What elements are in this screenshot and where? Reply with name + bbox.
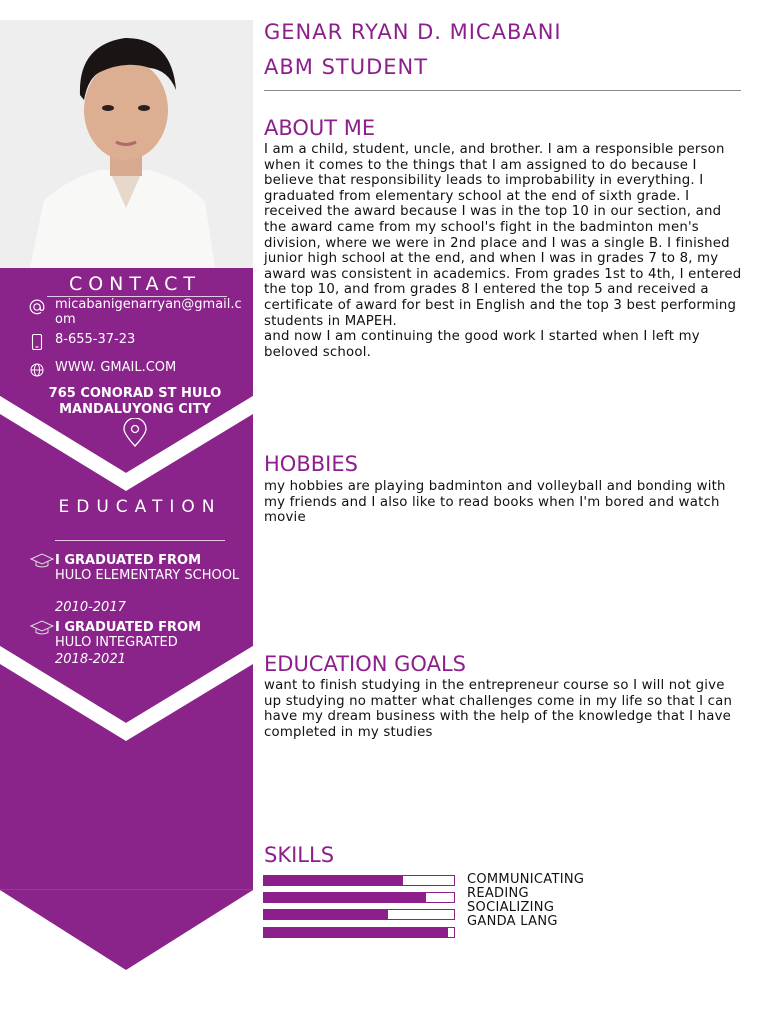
contact-heading: CONTACT xyxy=(68,273,202,295)
globe-icon xyxy=(28,361,46,379)
goals-text: want to finish studying in the entrepreneur course so I will not give up studying no matter what challenges come in my life so that I can have my dream business with the help of the knowledge that I have completed in my studies xyxy=(264,678,733,740)
education-years: 2018-2021 xyxy=(55,652,126,667)
email-text[interactable]: micabanigenarryan@gmail.com xyxy=(55,297,242,327)
skill-fill xyxy=(264,910,388,919)
skill-bar xyxy=(263,892,455,903)
graduation-cap-icon xyxy=(30,553,54,569)
address xyxy=(0,386,270,418)
education-school: HULO ELEMENTARY SCHOOL xyxy=(55,568,240,583)
skill-bar xyxy=(263,875,455,886)
education-head: I GRADUATED FROM xyxy=(55,620,202,635)
contact-email xyxy=(28,297,258,329)
education-years: 2010-2017 xyxy=(55,600,126,615)
contact-website xyxy=(28,360,258,378)
address-line-2: MANDALUYONG CITY xyxy=(59,402,211,417)
skill-label: SOCIALIZING xyxy=(467,900,555,915)
skill-bar xyxy=(263,909,455,920)
education-divider xyxy=(55,540,225,541)
education-school: HULO INTEGRATED xyxy=(55,635,178,650)
graduation-cap-icon xyxy=(30,620,54,636)
skill-label: GANDA LANG xyxy=(467,914,558,929)
skill-fill xyxy=(264,876,403,885)
hobbies-text: my hobbies are playing badminton and volleyball and bonding with my friends and I also like to read books when I'm bored and watch movie xyxy=(264,479,726,526)
education-heading: EDUCATION xyxy=(58,497,222,517)
job-role: ABM STUDENT xyxy=(264,55,429,79)
location-pin-icon xyxy=(121,418,149,448)
header-divider xyxy=(264,90,741,91)
skill-fill xyxy=(264,928,448,937)
website-text[interactable]: WWW. GMAIL.COM xyxy=(55,360,177,375)
about-heading: ABOUT ME xyxy=(264,116,376,140)
phone-text: 8-655-37-23 xyxy=(55,332,136,347)
skill-bar xyxy=(263,927,455,938)
about-paragraph: I am a child, student, uncle, and brother. I am a responsible person when it comes to the things that I am assigned to do because I believe that responsibility leads to improbability in everything. I graduated from elementary school at the end of sixth grade. I received the award because I was in the top 10 in our section, and the award came from my school's fight in the badminton men's division, where we were in 2nd place and I was a single B. I finished junior high school at the end, and when I was in grades 7 to 8, my award was consistent in academics. From grades 1st to 4th, I entered the top 10, and from grades 8 I entered the top 5 and received a certificate of award for best in English and the top 3 best performing students in MAPEH. xyxy=(264,142,742,329)
skills-heading: SKILLS xyxy=(264,843,335,867)
skill-fill xyxy=(264,893,426,902)
hobbies-heading: HOBBIES xyxy=(264,452,358,476)
education-item-1 xyxy=(30,553,245,617)
full-name: GENAR RYAN D. MICABANI xyxy=(264,20,562,44)
phone-icon xyxy=(28,333,46,351)
address-line-1: 765 CONORAD ST HULO xyxy=(48,386,222,401)
at-icon xyxy=(28,298,46,316)
goals-heading: EDUCATION GOALS xyxy=(264,652,466,676)
about-paragraph-2: and now I am continuing the good work I started when I left my beloved school. xyxy=(264,329,700,360)
contact-phone xyxy=(28,332,258,350)
education-head: I GRADUATED FROM xyxy=(55,553,202,568)
skill-label: READING xyxy=(467,886,529,901)
skill-label: COMMUNICATING xyxy=(467,872,585,887)
profile-photo xyxy=(0,20,253,268)
about-text xyxy=(264,142,742,360)
education-item-2 xyxy=(30,620,245,670)
